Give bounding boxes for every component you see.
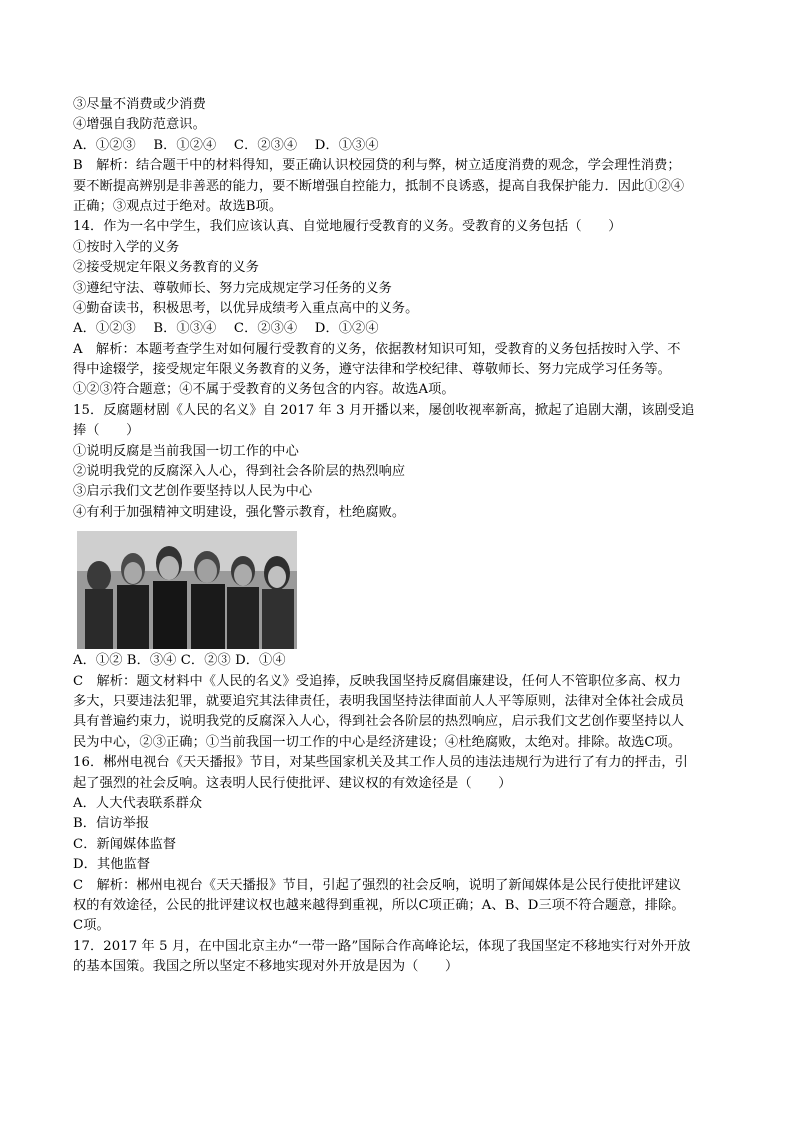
text-line: C 解析：郴州电视台《天天播报》节目，引起了强烈的社会反响，说明了新闻媒体是公民行使批评建议 (73, 877, 682, 893)
poster-graphic (77, 531, 297, 649)
text-line: ④增强自我防范意识。 (73, 117, 206, 133)
photo-container (73, 523, 723, 651)
text-line: 具有普遍约束力，说明我党的反腐深入人心，得到社会各阶层的热烈响应，启示我们文艺创作要坚持以人 (73, 714, 685, 730)
text-line: A．人大代表联系群众 (73, 795, 203, 811)
text-line: ②接受规定年限义务教育的义务 (73, 260, 260, 276)
text-block-lower (73, 651, 723, 977)
text-line: 得中途辍学，接受规定年限义务教育的义务，遵守法律和学校纪律、尊敬师长、努力完成学习任务等。 (73, 362, 671, 378)
text-line: A．①②③ B．①③④ C．②③④ D．①②④ (73, 321, 379, 337)
text-line: ③尽量不消费或少消费 (73, 97, 206, 112)
text-line: ③启示我们文艺创作要坚持以人民为中心 (73, 484, 313, 500)
text-line: 16．郴州电视台《天天播报》节目，对某些国家机关及其工作人员的违法违规行为进行了有力的抨击，引 (73, 755, 688, 771)
text-line: 正确；③观点过于绝对。故选B项。 (73, 198, 283, 214)
text-line: ④勤奋读书，积极思考，以优异成绩考入重点高中的义务。 (73, 300, 419, 316)
text-line: ①②③符合题意；④不属于受教育的义务包含的内容。故选A项。 (73, 382, 455, 398)
text-line: ②说明我党的反腐深入人心，得到社会各阶层的热烈响应 (73, 464, 406, 480)
text-line: 权的有效途径，公民的批评建议权也越来越得到重视，所以C项正确；A、B、D三项不符合题意，排除。 (73, 897, 685, 913)
text-line: ①说明反腐是当前我国一切工作的中心 (73, 443, 299, 459)
text-line: 14．作为一名中学生，我们应该认真、自觉地履行受教育的义务。受教育的义务包括（ ） (73, 219, 622, 235)
document-page (73, 95, 723, 977)
text-line: D．其他监督 (73, 857, 151, 873)
tv-drama-poster-image (77, 531, 297, 649)
text-line: ①按时入学的义务 (73, 239, 180, 255)
text-line: 起了强烈的社会反响。这表明人民行使批评、建议权的有效途径是（ ） (73, 775, 512, 791)
text-line: 15．反腐题材剧《人民的名义》自 2017 年 3 月开播以来，屡创收视率新高，掀起了追剧大潮，该剧受追 (73, 402, 695, 418)
text-line: ④有利于加强精神文明建设，强化警示教育，杜绝腐败。 (73, 504, 406, 520)
text-line: B 解析：结合题干中的材料得知，要正确认识校园贷的利与弊，树立适度消费的观念，学会理性消费； (73, 158, 681, 174)
text-line: A．①②③ B．①②④ C．②③④ D．①③④ (73, 137, 379, 153)
text-line: B．信访举报 (73, 816, 150, 832)
text-line: 要不断提高辨别是非善恶的能力，要不断增强自控能力，抵制不良诱惑，提高自我保护能力．因此①②④ (73, 178, 685, 194)
text-line: C项。 (73, 918, 110, 934)
text-line: ③遵纪守法、尊敬师长、努力完成规定学习任务的义务 (73, 280, 392, 296)
text-line: C 解析：题文材料中《人民的名义》受追捧，反映我国坚持反腐倡廉建设，任何人不管职位多高、权力 (73, 673, 682, 689)
text-line: 的基本国策。我国之所以坚定不移地实现对外开放是因为（ ） (73, 959, 459, 975)
text-line: A．①② B．③④ C．②③ D．①④ (73, 653, 286, 669)
text-line: 多大，只要违法犯罪，就要追究其法律责任，表明我国坚持法律面前人人平等原则，法律对全体社会成员 (73, 693, 685, 709)
text-line: 17．2017 年 5 月，在中国北京主办“一带一路”国际合作高峰论坛，体现了我国坚定不移地实行对外开放 (73, 938, 691, 954)
text-line: 捧（ ） (73, 423, 140, 439)
text-line: A 解析：本题考查学生对如何履行受教育的义务，依据教材知识可知，受教育的义务包括按时入学、不 (73, 341, 681, 357)
text-block-upper (73, 95, 723, 523)
text-line: 民为中心，②③正确；①当前我国一切工作的中心是经济建设；④杜绝腐败，太绝对。排除。故选C项。 (73, 734, 682, 750)
text-line: C．新闻媒体监督 (73, 836, 177, 852)
